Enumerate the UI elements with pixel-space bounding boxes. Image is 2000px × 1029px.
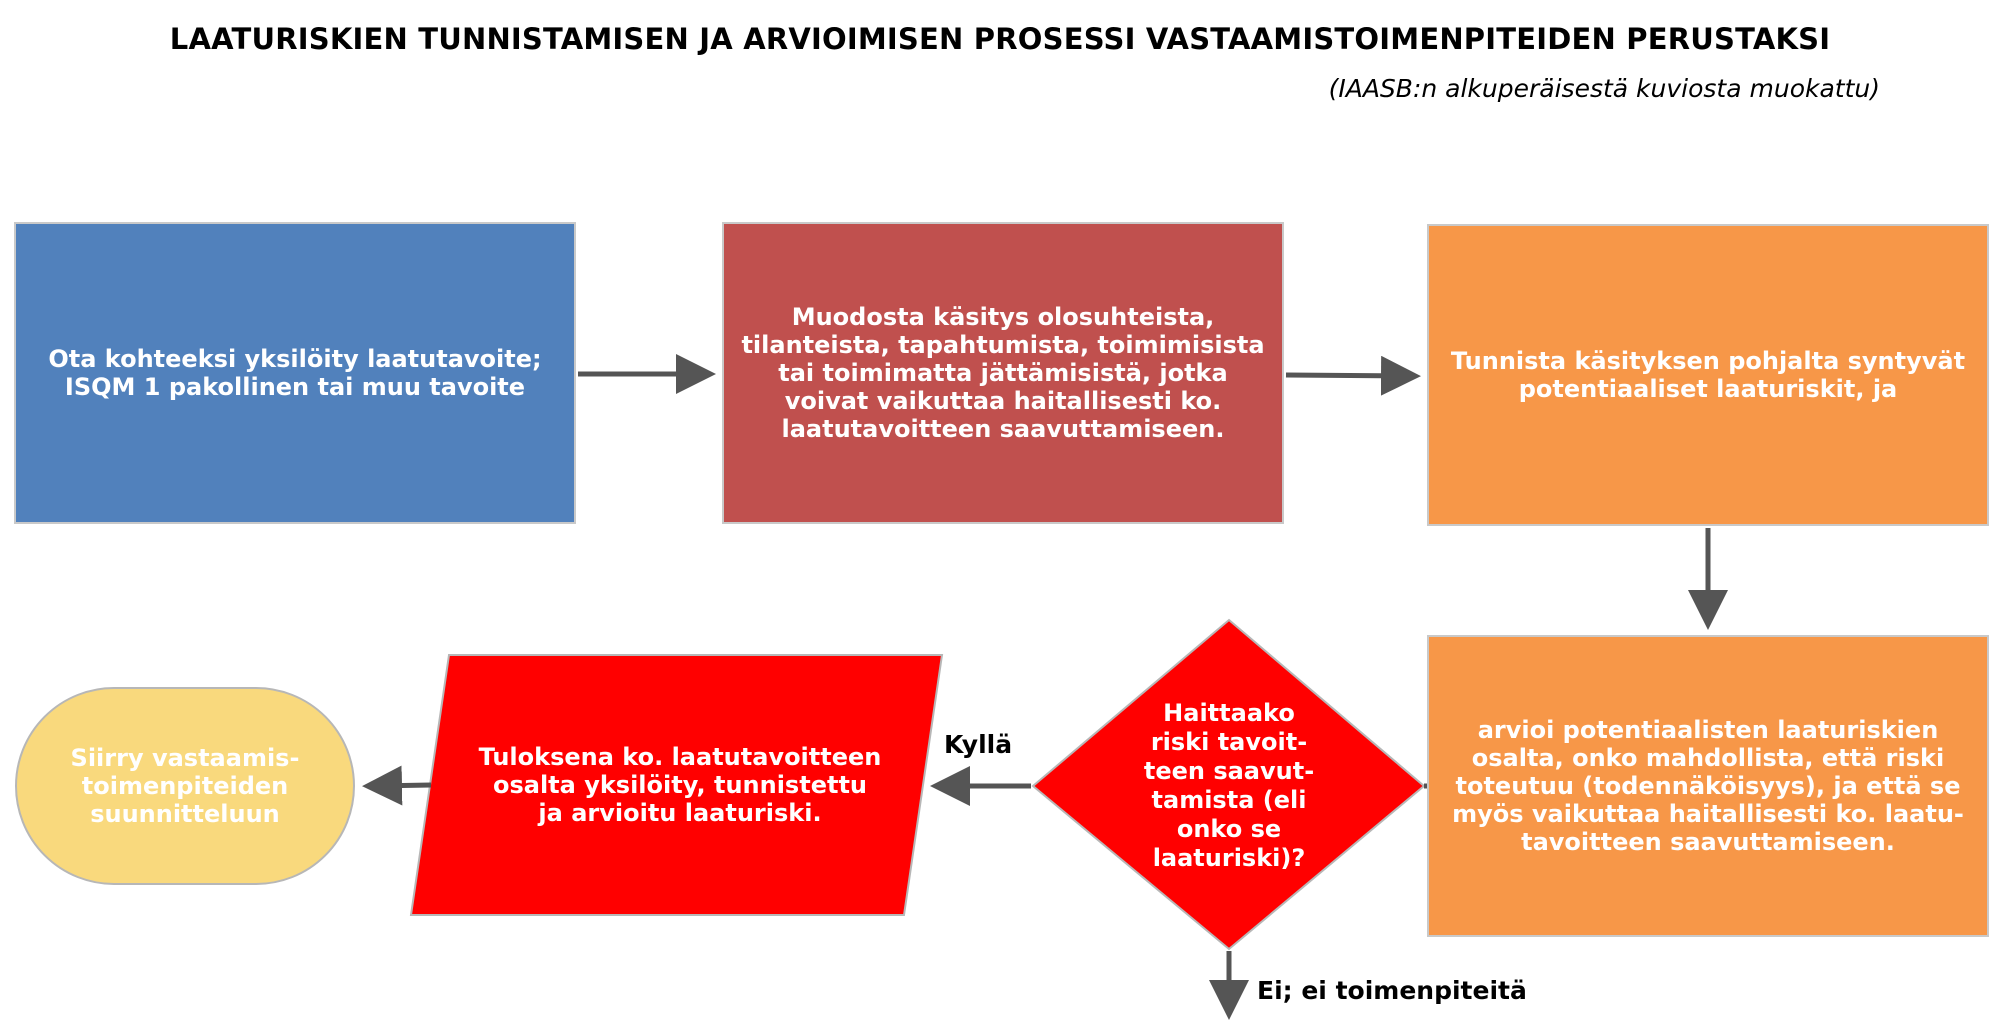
yes-label: Kyllä: [944, 730, 1013, 759]
arrow-understanding-to-identify: [1286, 375, 1411, 376]
diagram-subtitle: (IAASB:n alkuperäisestä kuviosta muokattu): [1328, 74, 1880, 103]
no-label: Ei; ei toimenpiteitä: [1257, 976, 1527, 1005]
diagram-title: LAATURISKIEN TUNNISTAMISEN JA ARVIOIMISEN PROSESSI VASTAAMISTOIMENPITEIDEN PERUSTAKSI: [169, 22, 1831, 56]
decision-text: Haittaako riski tavoit- teen saavut- tamista (eli onko se laaturiski)?: [1143, 699, 1315, 872]
result-text: Tuloksena ko. laatutavoitteen osalta yksilöity, tunnistettu ja arvioitu laaturiski.: [478, 743, 882, 827]
step-identify-text: Tunnista käsityksen pohjalta syntyvät potentiaaliset laaturiskit, ja: [1450, 347, 1966, 403]
step-assess-text: arvioi potentiaalisten laaturiskien osalta, onko mahdollista, että riski toteutuu (todennäköisyys), ja että se myös vaikuttaa haitallisesti ko. laatu- tavoitteen saavuttamiseen.: [1452, 716, 1964, 856]
arrow-result-to-next: [372, 785, 431, 786]
step-understanding-text: Muodosta käsitys olosuhteista, tilanteista, tapahtumista, toimimisista tai toimimatta jättämisistä, jotka voivat vaikuttaa haitallisesti ko. laatutavoitteen saavuttamiseen.: [741, 303, 1265, 443]
step-objective-text: Ota kohteeksi yksilöity laatutavoite; ISQM 1 pakollinen tai muu tavoite: [48, 345, 542, 401]
next-text: Siirry vastaamis- toimenpiteiden suunnitteluun: [70, 744, 300, 828]
